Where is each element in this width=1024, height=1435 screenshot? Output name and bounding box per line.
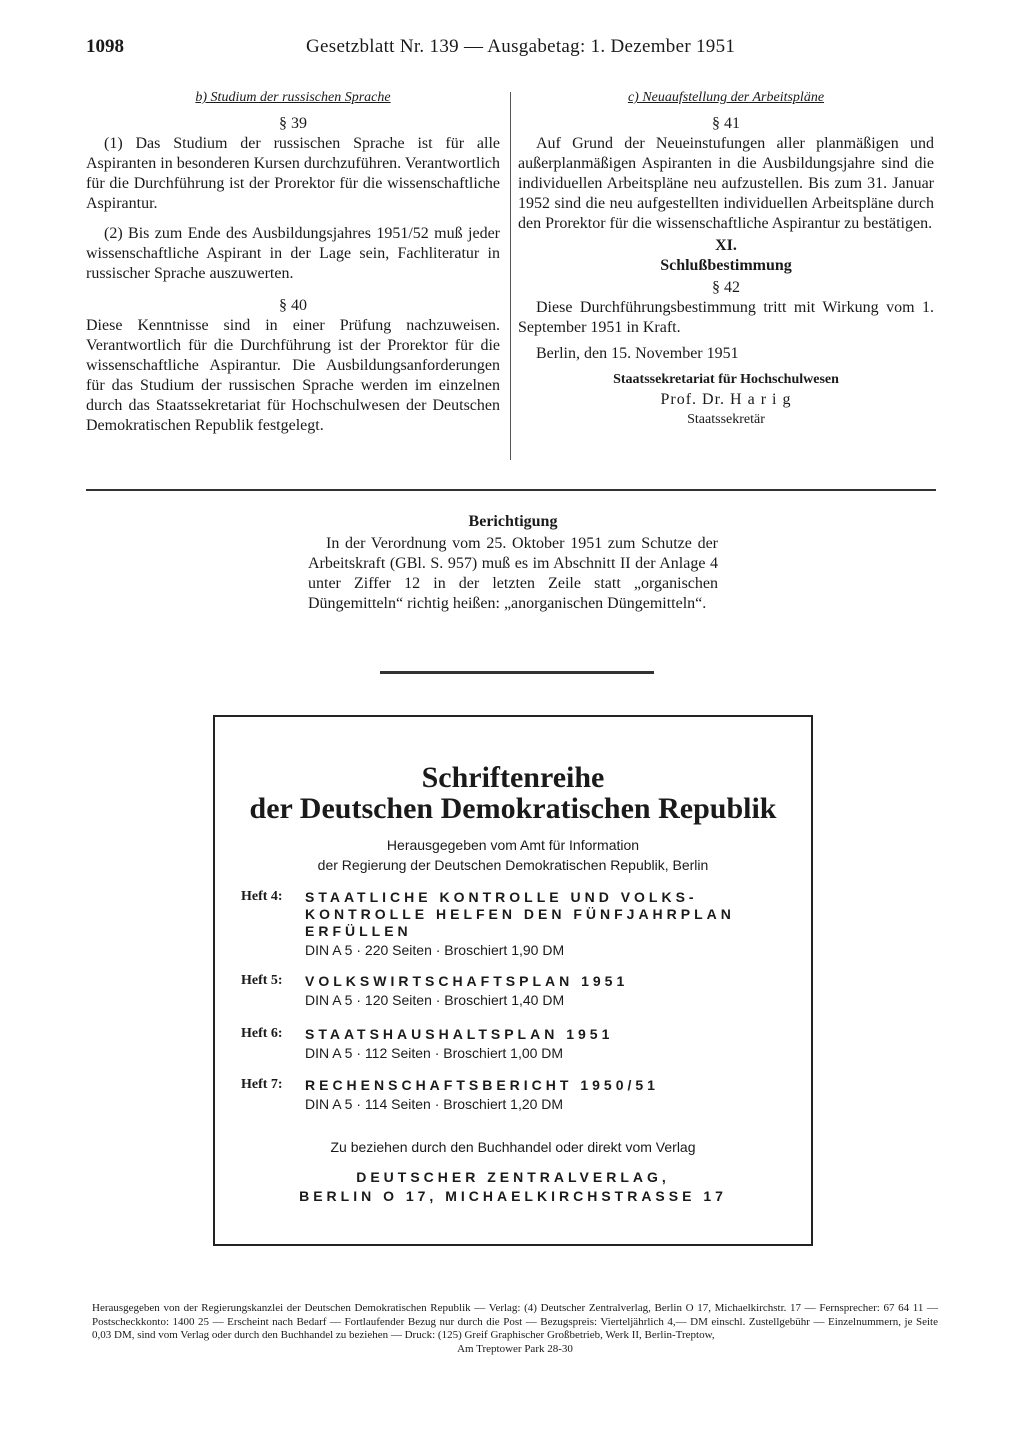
gazette-title: Gesetzblatt Nr. 139 — Ausgabetag: 1. Dezember 1951 bbox=[306, 36, 736, 57]
advert-item-heft-5 bbox=[241, 973, 801, 1009]
paragraph-42-number: § 42 bbox=[712, 279, 740, 296]
heft-title-line: VOLKSWIRTSCHAFTSPLAN 1951 bbox=[305, 973, 629, 989]
signer-name: Prof. Dr. H a r i g bbox=[660, 391, 792, 408]
paragraph-41-number: § 41 bbox=[712, 115, 740, 132]
chapter-number: XI. bbox=[715, 237, 737, 254]
signer-role: Staatssekretär bbox=[687, 412, 765, 427]
separator-rule bbox=[86, 489, 936, 491]
correction-body: In der Verordnung vom 25. Oktober 1951 zum Schutze der Arbeitskraft (GBl. S. 957) muß es im Abschnitt II der Anlage 4 unter Ziffer 12 in der letzten Zeile statt „organischen Düngemitteln“ richtig heißen: „anorganischen Düngemitteln“. bbox=[308, 535, 718, 612]
advert-publisher-line-2: BERLIN O 17, MICHAELKIRCHSTRASSE 17 bbox=[299, 1188, 727, 1204]
advert-publisher-line-1: DEUTSCHER ZENTRALVERLAG, bbox=[356, 1169, 670, 1185]
advert-title-line-2: der Deutschen Demokratischen Republik bbox=[249, 792, 777, 825]
paragraph-39-text-1: (1) Das Studium der russischen Sprache ist für alle Aspiranten in besonderen Kursen durchzuführen. Verantwortlich für die Durchführung ist der Prorektor für die wissenschaftliche Aspirantur. bbox=[86, 135, 500, 212]
advertisement-box bbox=[213, 715, 813, 1246]
heft-title-line: ERFÜLLEN bbox=[305, 923, 412, 939]
imprint-text: Herausgegeben von der Regierungskanzlei der Deutschen Demokratischen Republik — Verlag: (4) Deutscher Zentralverlag, Berlin O 17, Michaelkirchstr. 17 — Fernsprecher: 67 64 11 — Postscheckkonto: 1400 25 — Erscheint nach Bedarf — Fortlaufender Bezug nur durch die Post — Bezugspreis: Vierteljährlich 4,— DM einschl. Zustellgebühr — Einzelnummern, je Seite 0,03 DM, sind vom Verlag oder durch den Buchhandel zu beziehen — Druck: (125) Greif Graphischer Großbetrieb, Werk II, Berlin-Treptow, bbox=[92, 1302, 938, 1341]
heft-label: Heft 7: bbox=[241, 1077, 283, 1092]
imprint bbox=[92, 1302, 938, 1356]
left-column bbox=[86, 88, 500, 436]
page-number: 1098 bbox=[86, 36, 124, 57]
advert-item-heft-7 bbox=[241, 1077, 801, 1113]
advert-item-heft-6 bbox=[241, 1026, 801, 1062]
paragraph-39-text-2: (2) Bis zum Ende des Ausbildungsjahres 1951/52 muß jeder wissenschaftliche Aspirant in der Lage sein, Fachliteratur in russischer Sprache auszuwerten. bbox=[86, 225, 500, 282]
heft-info: DIN A 5 · 114 Seiten · Broschiert 1,20 DM bbox=[305, 1096, 564, 1112]
heft-title-line: STAATLICHE KONTROLLE UND VOLKS- bbox=[305, 889, 698, 905]
correction-notice bbox=[308, 512, 718, 614]
right-column bbox=[518, 88, 934, 430]
chapter-title: Schlußbestimmung bbox=[660, 257, 792, 274]
imprint-address: Am Treptower Park 28-30 bbox=[457, 1342, 573, 1355]
heft-title-line: STAATSHAUSHALTSPLAN 1951 bbox=[305, 1026, 614, 1042]
advert-order-note: Zu beziehen durch den Buchhandel oder direkt vom Verlag bbox=[330, 1139, 696, 1155]
section-heading-b: b) Studium der russischen Sprache bbox=[195, 90, 391, 105]
paragraph-40-number: § 40 bbox=[279, 297, 307, 314]
heft-info: DIN A 5 · 112 Seiten · Broschiert 1,00 DM bbox=[305, 1045, 564, 1061]
page-header bbox=[86, 36, 772, 62]
paragraph-39-number: § 39 bbox=[279, 115, 307, 132]
paragraph-41-text: Auf Grund der Neueinstufungen aller planmäßigen und außerplanmäßigen Aspiranten in die Ausbildungsjahre sind die individuellen Arbeitspläne neu aufzustellen. Bis zum 31. Januar 1952 sind die neu aufgestellten individuellen Arbeitspläne durch den Prorektor für die wissenschaftliche Aspirantur zu bestätigen. bbox=[518, 135, 934, 232]
heft-label: Heft 4: bbox=[241, 889, 283, 904]
paragraph-40-text: Diese Kenntnisse sind in einer Prüfung nachzuweisen. Verantwortlich für die Durchführung ist der Prorektor für die wissenschaftliche Aspirantur. Die Ausbildungsanforderungen für das Studium der russischen Sprache werden im einzelnen durch das Staatssekretariat für Hochschulwesen der Deutschen Demokratischen Republik festgelegt. bbox=[86, 317, 500, 434]
column-divider bbox=[510, 92, 511, 460]
correction-title: Berichtigung bbox=[468, 513, 558, 530]
advert-subtitle-line-2: der Regierung der Deutschen Demokratischen Republik, Berlin bbox=[317, 857, 709, 873]
heft-title-line: RECHENSCHAFTSBERICHT 1950/51 bbox=[305, 1077, 659, 1093]
heft-info: DIN A 5 · 120 Seiten · Broschiert 1,40 DM bbox=[305, 992, 565, 1008]
heft-label: Heft 6: bbox=[241, 1026, 283, 1041]
heft-label: Heft 5: bbox=[241, 973, 283, 988]
place-date: Berlin, den 15. November 1951 bbox=[536, 345, 739, 362]
section-heading-c: c) Neuaufstellung der Arbeitspläne bbox=[627, 90, 825, 105]
advert-title-line-1: Schriftenreihe bbox=[421, 761, 605, 794]
heft-info: DIN A 5 · 220 Seiten · Broschiert 1,90 DM bbox=[305, 942, 565, 958]
issuing-authority: Staatssekretariat für Hochschulwesen bbox=[613, 372, 839, 387]
advert-subtitle-line-1: Herausgegeben vom Amt für Information bbox=[386, 837, 640, 853]
paragraph-42-text: Diese Durchführungsbestimmung tritt mit Wirkung vom 1. September 1951 in Kraft. bbox=[518, 299, 934, 336]
short-separator-rule bbox=[380, 671, 654, 674]
advert-item-heft-4 bbox=[241, 889, 801, 959]
heft-title-line: KONTROLLE HELFEN DEN FÜNFJAHRPLAN bbox=[305, 906, 735, 922]
